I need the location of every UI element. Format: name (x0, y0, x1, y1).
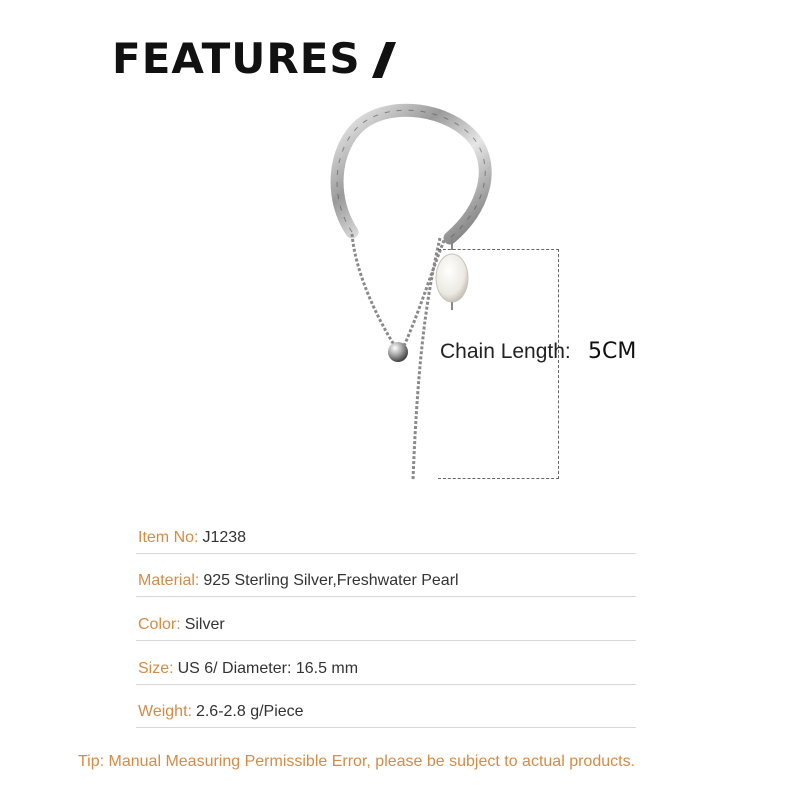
spec-row-weight (136, 687, 636, 728)
spec-row-size (136, 644, 636, 685)
spec-value: J1238 (202, 529, 247, 546)
spec-label: Size: (138, 660, 174, 677)
spec-row-color (136, 600, 636, 641)
chain-length-value: 5CM (588, 339, 637, 364)
spec-value: 2.6-2.8 g/Piece (195, 703, 304, 720)
spec-label: Material: (138, 572, 200, 589)
page-title: FEATURES (112, 34, 361, 83)
spec-value: US 6/ Diameter: 16.5 mm (177, 660, 359, 677)
chain-length-label: Chain Length: (440, 340, 571, 363)
spec-label: Weight: (138, 703, 192, 720)
spec-value: 925 Sterling Silver,Freshwater Pearl (203, 572, 459, 589)
spec-label: Item No: (138, 529, 199, 546)
spec-row-item-no (136, 513, 636, 554)
spec-value: Silver (184, 616, 225, 633)
spec-row-material (136, 556, 636, 597)
tip-text: Tip: Manual Measuring Permissible Error, please be subject to actual products. (78, 753, 636, 770)
dimension-bracket (438, 249, 559, 479)
spec-label: Color: (138, 616, 181, 633)
